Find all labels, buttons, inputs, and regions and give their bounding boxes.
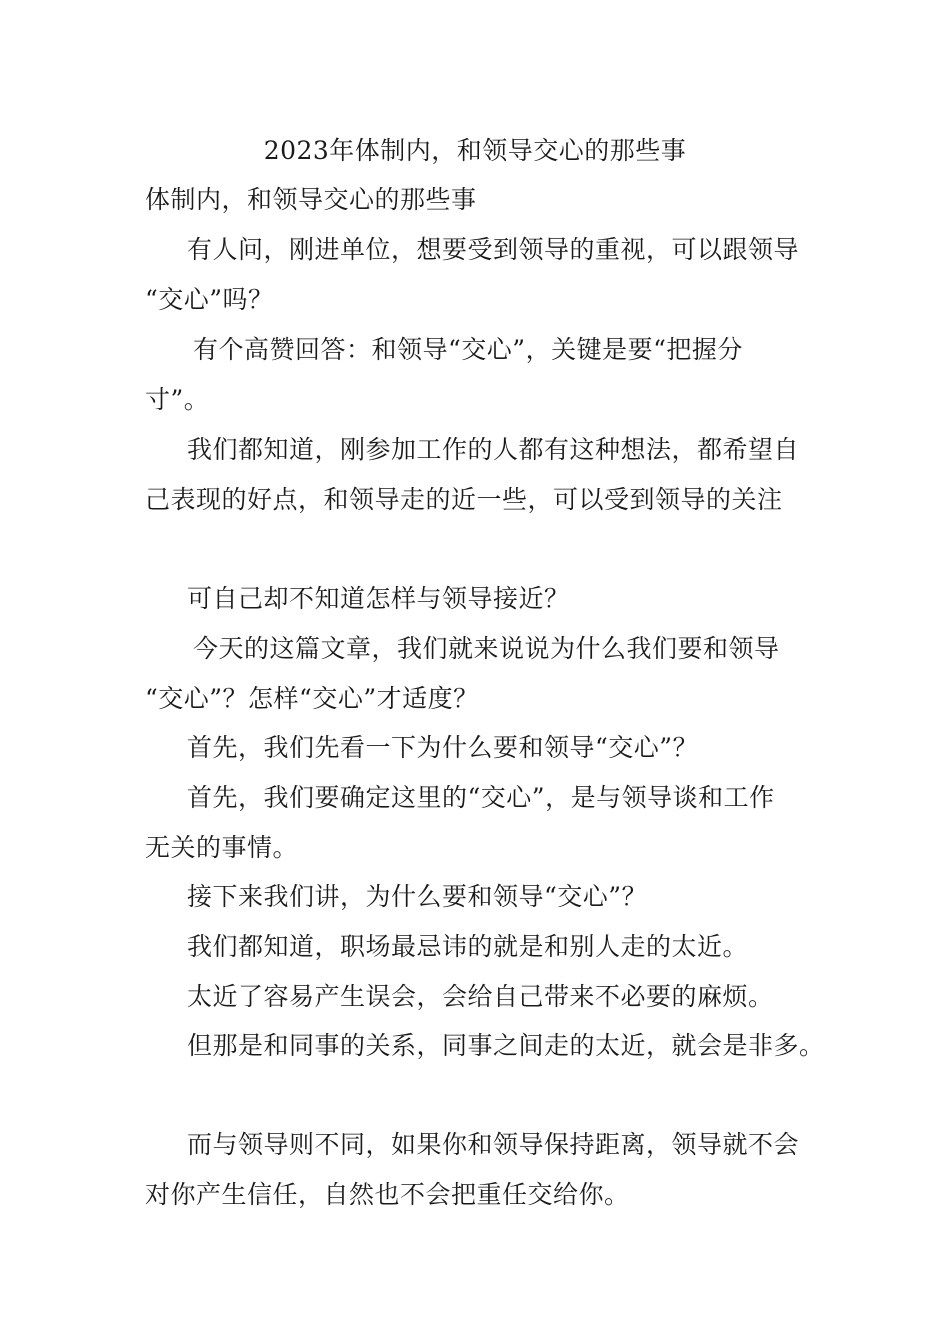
paragraph-line: 可自己却不知道怎样与领导接近？ (187, 584, 570, 613)
paragraph-line: 但那是和同事的关系，同事之间走的太近，就会是非多。 (187, 1031, 825, 1060)
paragraph-line: 今天的这篇文章，我们就来说说为什么我们要和领导 (193, 634, 780, 663)
paragraph-line: 己表现的好点，和领导走的近一些，可以受到领导的关注 (145, 485, 783, 514)
paragraph-line: 有人问，刚进单位，想要受到领导的重视，可以跟领导 (187, 235, 800, 264)
subtitle-line: 体制内，和领导交心的那些事 (145, 185, 477, 214)
paragraph-line: 寸”。 (145, 385, 210, 414)
paragraph-line: 首先，我们先看一下为什么要和领导“交心”？ (187, 733, 699, 762)
paragraph-line: 接下来我们讲，为什么要和领导“交心”？ (187, 882, 648, 911)
paragraph-line: “交心”吗？ (145, 285, 274, 314)
paragraph-line: 首先，我们要确定这里的“交心”，是与领导谈和工作 (187, 783, 775, 812)
paragraph-line: 无关的事情。 (145, 833, 299, 862)
paragraph-line: 而与领导则不同，如果你和领导保持距离，领导就不会 (187, 1130, 800, 1159)
paragraph-line: 太近了容易产生误会，会给自己带来不必要的麻烦。 (187, 982, 774, 1011)
paragraph-line: 我们都知道，职场最忌讳的就是和别人走的太近。 (187, 932, 749, 961)
paragraph-line: 我们都知道，刚参加工作的人都有这种想法，都希望自 (187, 435, 800, 464)
paragraph-line: “交心”？怎样“交心”才适度？ (145, 684, 479, 713)
paragraph-line: 对你产生信任，自然也不会把重任交给你。 (145, 1180, 630, 1209)
paragraph-line: 有个高赞回答：和领导“交心”，关键是要“把握分 (193, 335, 743, 364)
document-title: 2023年体制内，和领导交心的那些事 (263, 136, 687, 165)
